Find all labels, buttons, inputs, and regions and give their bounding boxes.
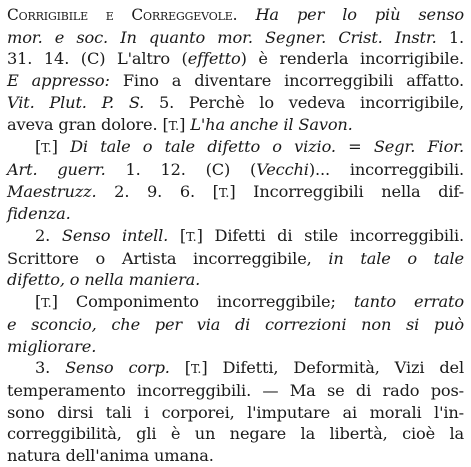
- text-segment: natura dell'anima umana.: [7, 446, 214, 466]
- entry-line: [7, 380, 464, 402]
- text-segment: ) è renderla incorrigibile.: [240, 49, 464, 69]
- entry-line: [7, 203, 464, 225]
- entry-line: [7, 248, 464, 270]
- entry-line: [7, 357, 464, 380]
- entry-line: [7, 291, 464, 314]
- entry-line: [7, 225, 464, 248]
- italic-text: Senso intell.: [61, 226, 169, 246]
- italic-text: e sconcio, che per via di correzioni non si può: [7, 314, 464, 334]
- entry-line: [7, 114, 464, 137]
- entry-line: [7, 159, 464, 181]
- entry-line: [7, 402, 464, 424]
- text-segment: 3.: [35, 358, 66, 378]
- italic-text: Senso corp.: [65, 358, 170, 378]
- text-segment: correggibilità, gli è un negare la libertà, cioè la: [7, 424, 464, 444]
- text-segment: 2. 9. 6. [T.] Incorreggibili nella dif-: [96, 181, 464, 201]
- italic-text: Vecchi: [256, 159, 309, 179]
- text-segment: [T.] Difetti, Deformità, Vizi del: [184, 358, 465, 378]
- italic-text: fidenza.: [7, 204, 71, 224]
- entry-line: [7, 336, 464, 358]
- entry-line: [7, 4, 464, 27]
- italic-text: Maestruzz.: [7, 181, 97, 201]
- text-segment: [T.] Componimento incorreggibile;: [35, 292, 354, 312]
- entry-line: [7, 92, 464, 114]
- italic-text: effetto: [187, 49, 241, 69]
- entry-line: [7, 423, 464, 445]
- italic-text: in tale o tale: [328, 248, 464, 268]
- text-segment: temperamento incorreggibili. — Ma se di rado pos-: [7, 380, 464, 400]
- text-segment: Scrittore o Artista incorreggibile,: [7, 248, 329, 268]
- entry-line: [7, 445, 464, 467]
- text-segment: )... incorreggibili.: [308, 159, 464, 179]
- text-segment: Fino a diventare incorreggibili affatto.: [109, 71, 464, 91]
- entry-line: [7, 27, 464, 49]
- italic-text: migliorare.: [7, 336, 97, 356]
- text-segment: aveva gran dolore. [T.]: [7, 114, 186, 134]
- italic-text: Art. guerr.: [7, 159, 106, 179]
- text-segment: 1. 12. (C) (: [105, 159, 257, 179]
- entry-line: [7, 136, 464, 159]
- italic-text: Vit. Plut. P. S.: [7, 92, 145, 112]
- text-segment: 31. 14. (C) L'altro (: [7, 49, 188, 69]
- entry-line: [7, 314, 464, 336]
- italic-text: Di tale o tale difetto o vizio. = Segr. Fior.: [70, 137, 464, 157]
- text-segment: [T.]: [35, 137, 58, 157]
- entry-line: [7, 269, 464, 291]
- entry-line: [7, 181, 464, 204]
- headword: Corrigibile e Correggevole.: [7, 6, 238, 24]
- italic-text: tanto errato: [353, 292, 465, 312]
- text-segment: 5. Perchè lo vedeva incorrigibile,: [144, 92, 464, 112]
- entry-line: [7, 70, 464, 92]
- italic-text: mor. e soc. In quanto mor. Segner. Crist. Instr.: [7, 27, 437, 47]
- italic-text: L'ha anche il Savon.: [190, 114, 353, 134]
- italic-text: E appresso:: [7, 71, 110, 91]
- text-segment: [237, 5, 255, 24]
- entry-body: [7, 4, 464, 467]
- italic-text: difetto, o nella maniera.: [7, 270, 201, 290]
- italic-text: Ha per lo più senso: [255, 5, 465, 24]
- text-segment: 2.: [35, 226, 62, 246]
- text-segment: [T.] Difetti di stile incorreggibili.: [179, 226, 464, 246]
- text-segment: 1.: [436, 27, 465, 47]
- entry-line: [7, 48, 464, 70]
- text-segment: sono dirsi tali i corporei, l'imputare ai morali l'in-: [7, 402, 464, 422]
